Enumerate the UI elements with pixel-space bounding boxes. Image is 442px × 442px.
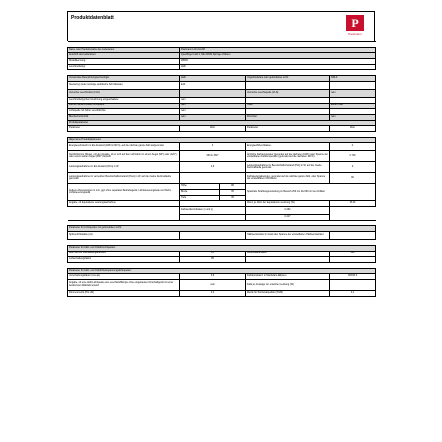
cell: Blendschutzschild: xyxy=(68,114,180,120)
cell: Energieverbrauch im Ein-Zustand (kWh/1 000 h), auf die nächste ganze Zahl aufgerundet xyxy=(68,143,180,151)
cell: 0,3 xyxy=(180,290,246,296)
info-label: Name oder Handelsmarke des Lieferanten: xyxy=(68,47,180,53)
cell: Falls ja, Aussage zur ersetzten Leistung (W) xyxy=(246,279,330,290)
cell: Leistungsaufnahme im vernetzten Bereitschaftszustand (Pnet) in W, auf die zweite Dezimalstelle gerundet xyxy=(68,173,180,184)
cell: Flimmermetrik (Pst LM) xyxy=(68,290,180,296)
param-row xyxy=(68,143,376,151)
param-row xyxy=(68,173,376,184)
cell: F xyxy=(330,143,376,151)
section-title: Parameter für LED- und OLED-Lichtquellen: xyxy=(68,245,376,251)
cell: Vernetzte Leuchtquelle (CLS): xyxy=(246,89,330,97)
info-label: Leuchtmitteltyp: xyxy=(68,64,180,70)
cell: Dimmbar: xyxy=(246,114,330,120)
cell: Steckertyp (oder sonstige elektrische Schnittstelle) xyxy=(68,81,180,89)
info-value: LED xyxy=(180,64,376,70)
header-value: Wert xyxy=(180,126,246,132)
cell: keine Hülle xyxy=(330,103,376,109)
cell: Lebensdauerfaktor xyxy=(246,251,330,257)
dim-value: 98 xyxy=(220,184,246,190)
cell: 95 xyxy=(180,257,246,263)
param-row xyxy=(68,290,376,296)
section-title: Parameter für Lichtquellen mit gebündeltem Licht: xyxy=(68,226,376,232)
cell: nein xyxy=(180,279,246,290)
info-value: Quedlinger Feld 2, DE-31832 Springe-Völksen xyxy=(180,53,376,59)
cell: 25 W xyxy=(330,201,376,207)
section-title: Parameter für LED- und OLED-Netzspannungslichtquellen: xyxy=(68,268,376,274)
cell: nein xyxy=(180,114,246,120)
cell: Farblich abstimmbare Lichtquelle: xyxy=(68,103,180,109)
cell: Ähnliche Farbtemperatur (gerundet auf die nächsten 100K) oder Spanne der einstellbaren Farbtemperatur (gerundet auf die nächsten 100 K) xyxy=(246,151,330,162)
info-value: Paulmann Licht GmbH xyxy=(180,47,376,53)
chroma-y: 0,417 xyxy=(246,215,330,221)
dim-value: 35 xyxy=(220,190,246,196)
cell: Farbkonsistenz in MacAdam-Ellipsen xyxy=(246,274,330,280)
product-data-sheet xyxy=(67,11,375,297)
cell: E14 xyxy=(180,81,246,89)
info-value: 28609 xyxy=(180,59,376,65)
data-table xyxy=(67,41,376,297)
logo-brand: Paulmann xyxy=(348,32,362,36)
cell: 82 xyxy=(330,173,376,184)
info-label: Anschrift des Lieferanten: xyxy=(68,53,180,59)
tech-row xyxy=(68,89,376,97)
cell: Leuchtmitteltyp/Kennzeichnung eingeschaltete xyxy=(68,97,180,103)
cell: LED xyxy=(180,76,246,82)
cell: 0,1 xyxy=(330,290,376,296)
cell: 0 xyxy=(330,162,376,173)
cell xyxy=(180,173,246,184)
cell: Spitzenlichtstärke (cd) xyxy=(68,232,180,240)
cell: Nutzlichtstrom (Φuse), mit der Angabe, ob er sich auf den Lichtstrom in einem Kegel (90°) oder (120°) oder einem weiten Kegel (360°) bezieht xyxy=(68,151,180,162)
cell: Metrik für Stroboskopeffekt (SVM) xyxy=(246,290,330,296)
logo-letter: P xyxy=(346,15,364,31)
cell: 12 xyxy=(180,251,246,257)
chroma-label: Farbwertkoordinaten (x und y) xyxy=(180,207,246,215)
cell: Angabe, ob eine LED-Lichtquelle eine Leuchtstofflampe ohne eingebautes Vorschaltgerät mit einer bestimmten Wattzahl ersetzt xyxy=(68,279,180,290)
param-row xyxy=(68,162,376,173)
spd-label: Spektrale Strahlungsverteilung im Bereich 250 nm bis 800 nm bei Volllast xyxy=(246,184,376,201)
cell: Farbwiedergabeindex, gerundet auf die nächste ganze Zahl, oder Spanne der einstellbaren CRI-Werte xyxy=(246,173,330,184)
cell: Leistungsaufnahme im Ein-Zustand (Pon) in W xyxy=(68,162,180,173)
cell: Ungebündeltes oder gebündeltes Licht: xyxy=(246,76,330,82)
cell: nein xyxy=(180,97,246,103)
tech-row xyxy=(68,81,376,89)
sheet-title: Produktdatenblatt xyxy=(71,15,114,21)
cell: 0,5 xyxy=(180,274,246,280)
cell: 100 xyxy=(330,251,376,257)
chroma-row xyxy=(68,207,376,215)
cell: Leistungsaufnahme im Bereitschaftszustand (Psb) in W, auf die zweite Dezimalstelle gerundet xyxy=(246,162,330,173)
info-label: Modellkennung: xyxy=(68,59,180,65)
cell: Vernetzte Leuchtmittel (CLS): xyxy=(68,89,180,97)
cell: Verwendete Beleuchtungstechnologie: xyxy=(68,76,180,82)
cell xyxy=(180,89,246,97)
dim-value: 35 xyxy=(220,195,246,201)
cell xyxy=(180,232,246,240)
cell: Angabe, ob äquivalente Leistungsaufnahme xyxy=(68,201,180,207)
section-title: Produktparameter xyxy=(68,120,376,126)
cell: NDLS xyxy=(330,76,376,82)
header-value: Wert xyxy=(330,126,376,132)
cell: Lichterhaltungsfaktor xyxy=(68,257,180,263)
param-row xyxy=(68,151,376,162)
cell: 250 in 360° xyxy=(180,151,246,162)
dim-key: Breite xyxy=(180,190,220,196)
cell xyxy=(330,81,376,89)
cell: Lichtquelle mit hoher Leuchtdichte: xyxy=(68,109,180,115)
dim-key: Tiefe xyxy=(180,195,220,201)
cell: Halbwertswinkel in Grad oder Spanne der einstellbaren Halbwertswinkel xyxy=(246,232,330,240)
section-title: Allgemeine Produktparameter: xyxy=(68,137,376,143)
cell: Verschiebungsfaktor (cos φ1) xyxy=(68,274,180,280)
cell xyxy=(246,81,330,89)
cell: 3 xyxy=(180,143,246,151)
cell: Wenn ja, Wert der äquivalenten Leistung (W) xyxy=(246,201,330,207)
header-param: Parameter xyxy=(246,126,330,132)
cell: 2 700 xyxy=(330,151,376,162)
cell: Wert des R9 Farbwiedergabeindex xyxy=(68,251,180,257)
cell: Hülle: xyxy=(246,103,330,109)
cell: Energieeffizienzklasse: xyxy=(246,143,330,151)
param-row xyxy=(68,279,376,290)
cell: nein xyxy=(180,109,246,115)
cell xyxy=(330,279,376,290)
header-param: Parameter xyxy=(68,126,180,132)
cell: nein xyxy=(180,103,246,109)
dims-label: Äußere Abmessungen in mm, ggf. ohne separates Betriebsgerät, Lichtsteuerungsteile und Nicht-Lichtsteuerungsteile xyxy=(68,184,180,201)
cell: nein xyxy=(330,114,376,120)
param-row xyxy=(68,232,376,240)
paulmann-logo xyxy=(346,15,364,37)
dim-key: Höhe xyxy=(180,184,220,190)
cell xyxy=(330,232,376,240)
chroma-x: 0,462 xyxy=(246,207,330,215)
cell: nein xyxy=(330,89,376,97)
sheet-header xyxy=(67,11,375,41)
cell: SDCM 6 xyxy=(330,274,376,280)
cell: 2,9 xyxy=(180,162,246,173)
